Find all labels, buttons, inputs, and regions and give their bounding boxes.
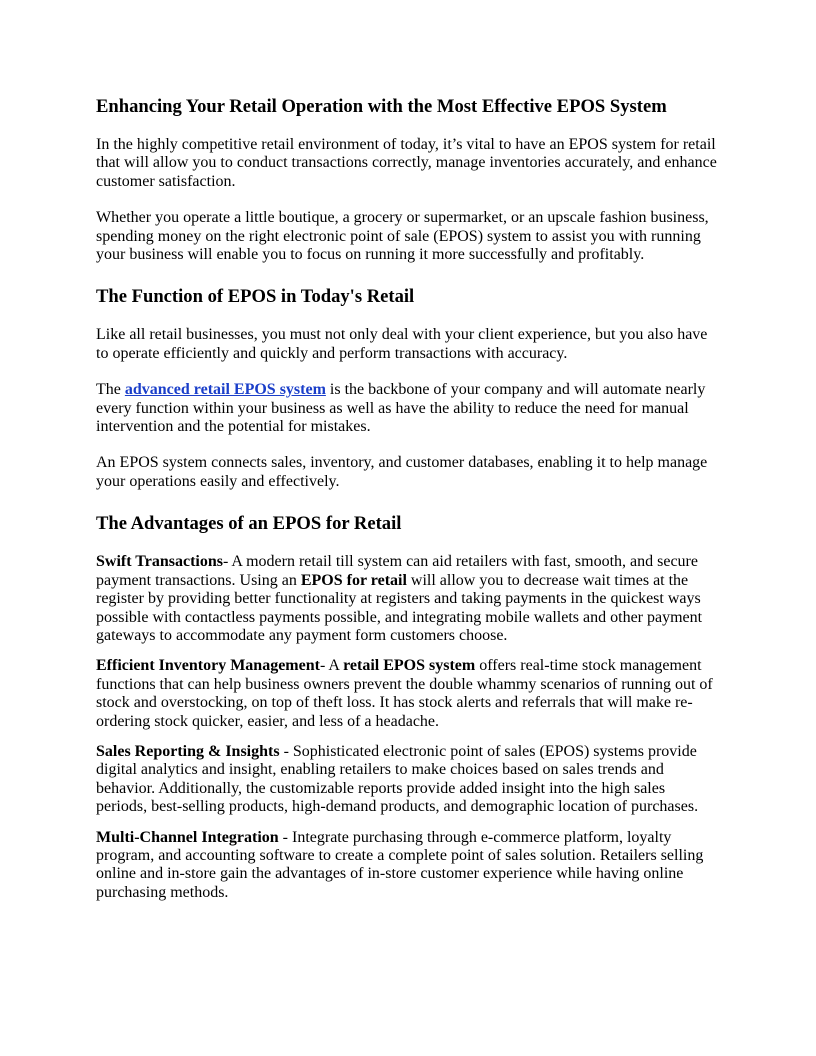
function-paragraph-3: An EPOS system connects sales, inventory, and customer databases, enabling it to help manage your operations easily and effectively.	[96, 454, 708, 490]
intro-paragraph-1: In the highly competitive retail environment of today, it’s vital to have an EPOS system for retail that will allow you to conduct transactions correctly, manage inventories accurately, and enhance customer satisfaction.	[96, 136, 717, 190]
feature-swift-title: Swift Transactions	[96, 553, 223, 571]
section-heading-advantages: The Advantages of an EPOS for Retail	[96, 513, 402, 535]
advanced-epos-link[interactable]: advanced retail EPOS system	[124, 381, 326, 399]
intro-paragraph-2: Whether you operate a little boutique, a grocery or supermarket, or an upscale fashion business, spending money on the right electronic point of sale (EPOS) system to assist you with running your business will enable you to focus on running it more successfully and profitably.	[96, 209, 709, 264]
feature-multichannel-text: - Integrate purchasing through e-commerce platform, loyalty program, and accounting software to create a complete point of sales solution. Retailers selling online and in-store gain the advantages of in-store customer experience while having online purchasing methods.	[96, 828, 704, 901]
feature-swift-text-1: - A modern retail till system can aid retailers with fast, smooth, and secure payment transactions. Using an	[96, 553, 698, 589]
function-paragraph-1: Like all retail businesses, you must not only deal with your client experience, but you also have to operate efficiently and quickly and perform transactions with accuracy.	[96, 326, 708, 362]
function-paragraph-2	[96, 381, 720, 436]
feature-inventory-bold: retail EPOS system	[343, 657, 476, 675]
feature-swift-text-2: will allow you to decrease wait times at the register by providing better functionality at registers and taking payments in the quickest ways possible with contactless payments possible, and integrating mobile wallets and other payment gateways to accommodate any payment form customers choose.	[96, 571, 703, 644]
feature-inventory-text-1: - A	[319, 657, 344, 675]
article-title: Enhancing Your Retail Operation with the Most Effective EPOS System	[96, 96, 667, 117]
feature-swift-bold: EPOS for retail	[300, 571, 407, 589]
section-heading-function: The Function of EPOS in Today's Retail	[96, 286, 415, 308]
function-paragraph-2-start: The	[96, 381, 125, 399]
feature-multichannel	[96, 829, 720, 903]
feature-reporting-text: - Sophisticated electronic point of sales (EPOS) systems provide digital analytics and insight, enabling retailers to make choices based on sales trends and behavior. Additionally, the customizable reports provide added insight into the high sales periods, best-selling products, high-demand products, and demographic location of purchases.	[96, 742, 699, 816]
function-paragraph-2-end: is the backbone of your company and will automate nearly every function within your business as well as have the ability to reduce the need for manual intervention and the potential for mistakes.	[96, 381, 706, 436]
feature-inventory-text-2: offers real-time stock management functions that can help business owners prevent the double whammy scenarios of running out of stock and overstocking, on top of theft loss. It has stock alerts and referrals that will make re-ordering stock quicker, easier, and less of a headache.	[96, 657, 713, 730]
feature-inventory-title: Efficient Inventory Management	[96, 657, 320, 675]
feature-inventory-management	[96, 657, 720, 731]
feature-reporting-title: Sales Reporting & Insights	[96, 742, 280, 760]
feature-swift-transactions	[96, 553, 720, 645]
feature-sales-reporting	[96, 743, 720, 817]
feature-multichannel-title: Multi-Channel Integration	[96, 828, 279, 846]
